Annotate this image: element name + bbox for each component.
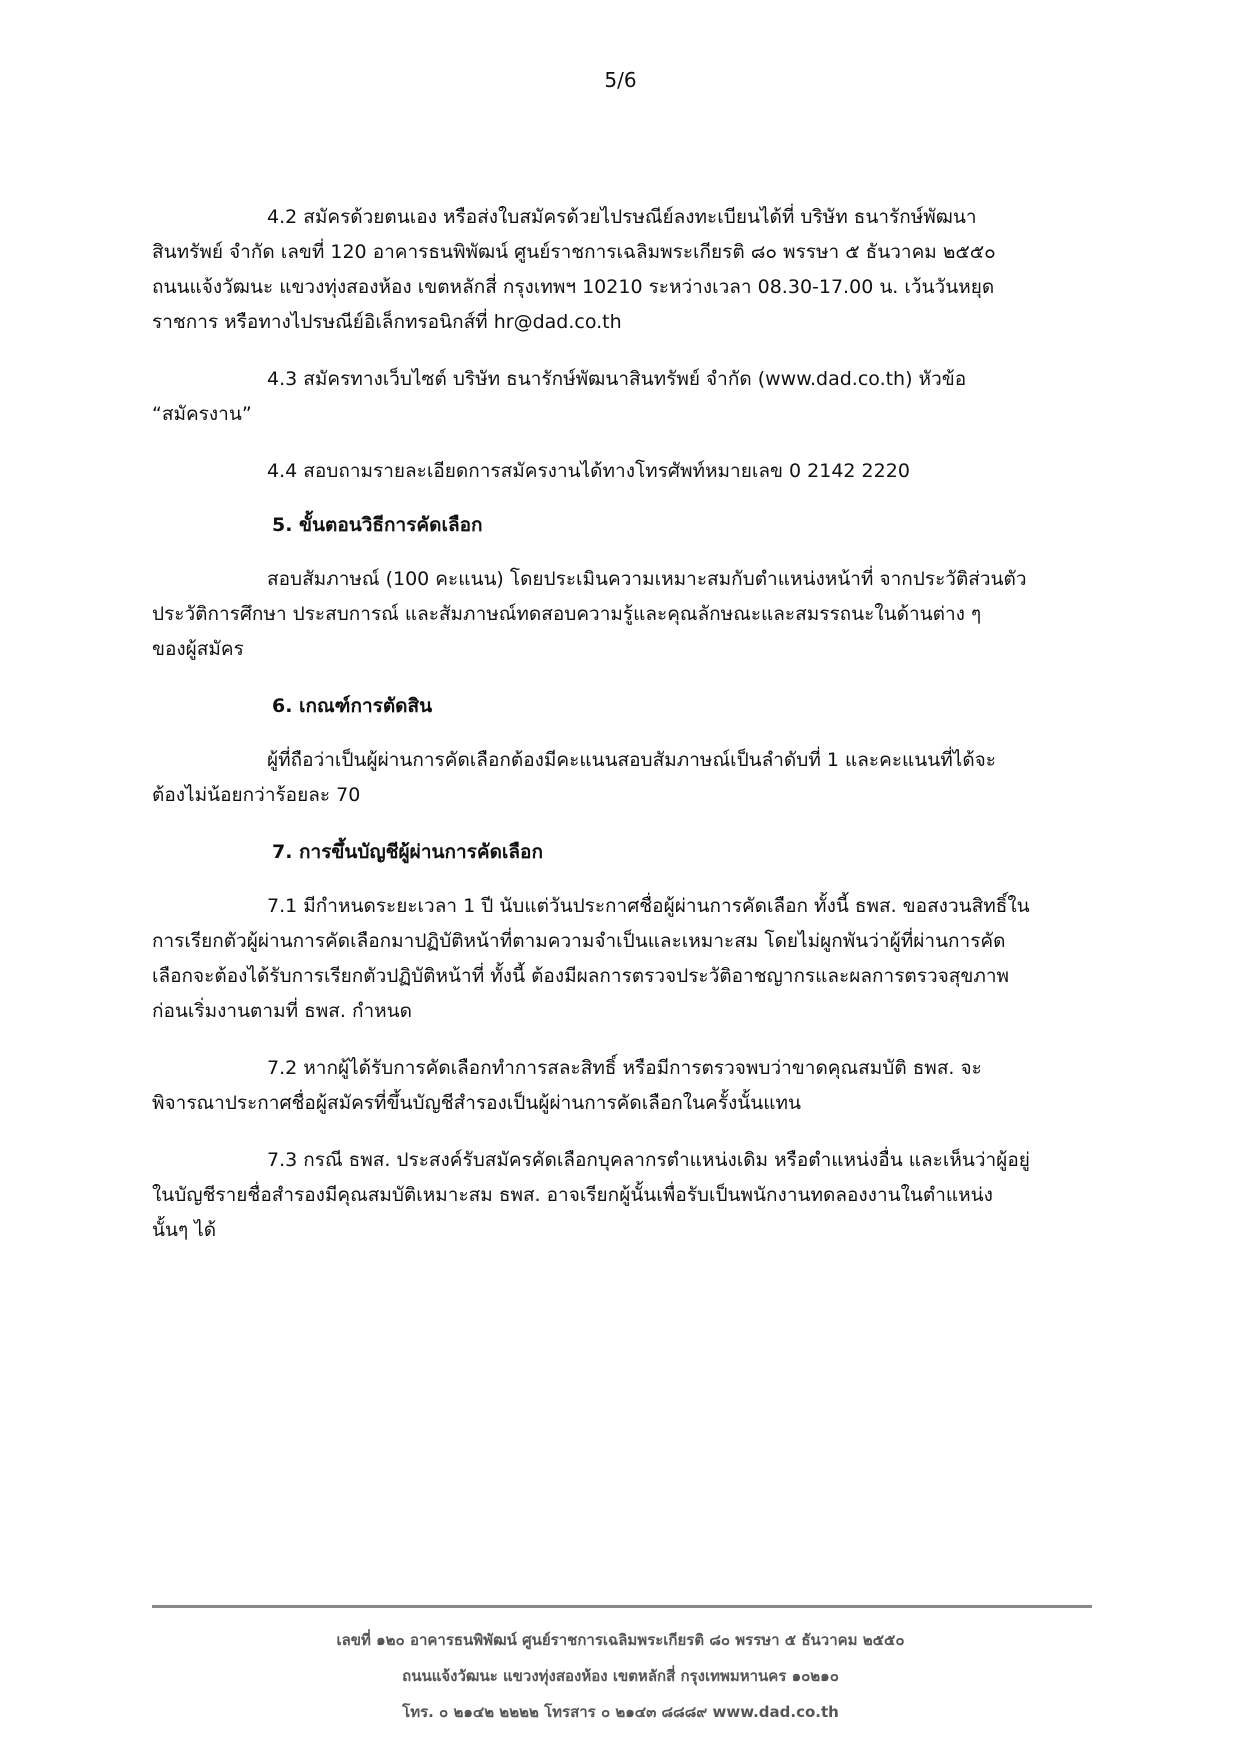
text-line: ราชการ หรือทางไปรษณีย์อิเล็กทรอนิกส์ที่ hr@dad.co.th	[152, 311, 622, 333]
text-line: 4.2 สมัครด้วยตนเอง หรือส่งใบสมัครด้วยไปรษณีย์ลงทะเบียนได้ที่ บริษัท ธนารักษ์พัฒนา	[267, 206, 977, 228]
section-7-heading: 7. การขึ้นบัญชีผู้ผ่านการคัดเลือก	[272, 841, 543, 863]
text-line: 7.1 มีกำหนดระยะเวลา 1 ปี นับแต่วันประกาศชื่อผู้ผ่านการคัดเลือก ทั้งนี้ ธพส. ขอสงวนสิทธิ์ใน	[267, 895, 1030, 917]
footer-address-line: เลขที่ ๑๒๐ อาคารธนพิพัฒน์ ศูนย์ราชการเฉลิมพระเกียรติ ๘๐ พรรษา ๕ ธันวาคม ๒๕๕๐	[336, 1631, 905, 1649]
text-line: 7.3 กรณี ธพส. ประสงค์รับสมัครคัดเลือกบุคลากรตำแหน่งเดิม หรือตำแหน่งอื่น และเห็นว่าผู้อยู่	[267, 1149, 1030, 1171]
text-line: นั้นๆ ได้	[152, 1219, 217, 1241]
text-line: ถนนแจ้งวัฒนะ แขวงทุ่งสองห้อง เขตหลักสี่ กรุงเทพฯ 10210 ระหว่างเวลา 08.30-17.00 น. เว้นวันหยุด	[152, 276, 995, 298]
paragraph-7-2	[152, 1051, 1092, 1121]
text-line: สอบสัมภาษณ์ (100 คะแนน) โดยประเมินความเหมาะสมกับตำแหน่งหน้าที่ จากประวัติส่วนตัว	[267, 568, 1027, 590]
text-line: ของผู้สมัคร	[152, 638, 244, 660]
section-6-heading: 6. เกณฑ์การตัดสิน	[272, 695, 433, 717]
paragraph-7-3	[152, 1143, 1092, 1248]
text-line: สินทรัพย์ จำกัด เลขที่ 120 อาคารธนพิพัฒน์ ศูนย์ราชการเฉลิมพระเกียรติ ๘๐ พรรษา ๕ ธันวาคม ๒๕๕๐	[152, 241, 996, 263]
footer-contact-line: โทร. ๐ ๒๑๔๒ ๒๒๒๒ โทรสาร ๐ ๒๑๔๓ ๘๘๘๙ www.dad.co.th	[402, 1703, 839, 1721]
document-body	[152, 200, 1092, 1248]
section-5-heading: 5. ขั้นตอนวิธีการคัดเลือก	[272, 514, 483, 536]
text-line: 7.2 หากผู้ได้รับการคัดเลือกทำการสละสิทธิ์ หรือมีการตรวจพบว่าขาดคุณสมบัติ ธพส. จะ	[267, 1057, 982, 1079]
text-line: 4.3 สมัครทางเว็บไซต์ บริษัท ธนารักษ์พัฒนาสินทรัพย์ จำกัด (www.dad.co.th) หัวข้อ	[267, 368, 967, 390]
paragraph-7-1	[152, 889, 1092, 1029]
text-line: ต้องไม่น้อยกว่าร้อยละ 70	[152, 784, 361, 806]
footer-address-line: ถนนแจ้งวัฒนะ แขวงทุ่งสองห้อง เขตหลักสี่ กรุงเทพมหานคร ๑๐๒๑๐	[402, 1667, 839, 1685]
text-line: ในบัญชีรายชื่อสำรองมีคุณสมบัติเหมาะสม ธพส. อาจเรียกผู้นั้นเพื่อรับเป็นพนักงานทดลองงานในตำแหน่ง	[152, 1184, 993, 1206]
section-6-paragraph	[152, 743, 1092, 813]
text-line: ผู้ที่ถือว่าเป็นผู้ผ่านการคัดเลือกต้องมีคะแนนสอบสัมภาษณ์เป็นลำดับที่ 1 และคะแนนที่ได้จะ	[267, 749, 997, 771]
paragraph-4-4: 4.4 สอบถามรายละเอียดการสมัครงานได้ทางโทรศัพท์หมายเลข 0 2142 2220	[267, 460, 910, 482]
paragraph-4-3	[152, 362, 1092, 432]
text-line: พิจารณาประกาศชื่อผู้สมัครที่ขึ้นบัญชีสำรองเป็นผู้ผ่านการคัดเลือกในครั้งนั้นแทน	[152, 1092, 801, 1114]
text-line: ก่อนเริ่มงานตามที่ ธพส. กำหนด	[152, 1000, 412, 1022]
text-line: เลือกจะต้องได้รับการเรียกตัวปฏิบัติหน้าที่ ทั้งนี้ ต้องมีผลการตรวจประวัติอาชญากรและผลการตรวจสุขภาพ	[152, 965, 1010, 987]
footer	[0, 1622, 1241, 1730]
paragraph-4-2	[152, 200, 1092, 340]
page-number: 5/6	[604, 68, 637, 92]
footer-divider	[152, 1605, 1092, 1608]
section-5-paragraph	[152, 562, 1092, 667]
text-line: “สมัครงาน”	[152, 403, 252, 425]
text-line: การเรียกตัวผู้ผ่านการคัดเลือกมาปฏิบัติหน้าที่ตามความจำเป็นและเหมาะสม โดยไม่ผูกพันว่าผู้ที่ผ่านการคัด	[152, 930, 1006, 952]
text-line: ประวัติการศึกษา ประสบการณ์ และสัมภาษณ์ทดสอบความรู้และคุณลักษณะและสมรรถนะในด้านต่าง ๆ	[152, 603, 982, 625]
